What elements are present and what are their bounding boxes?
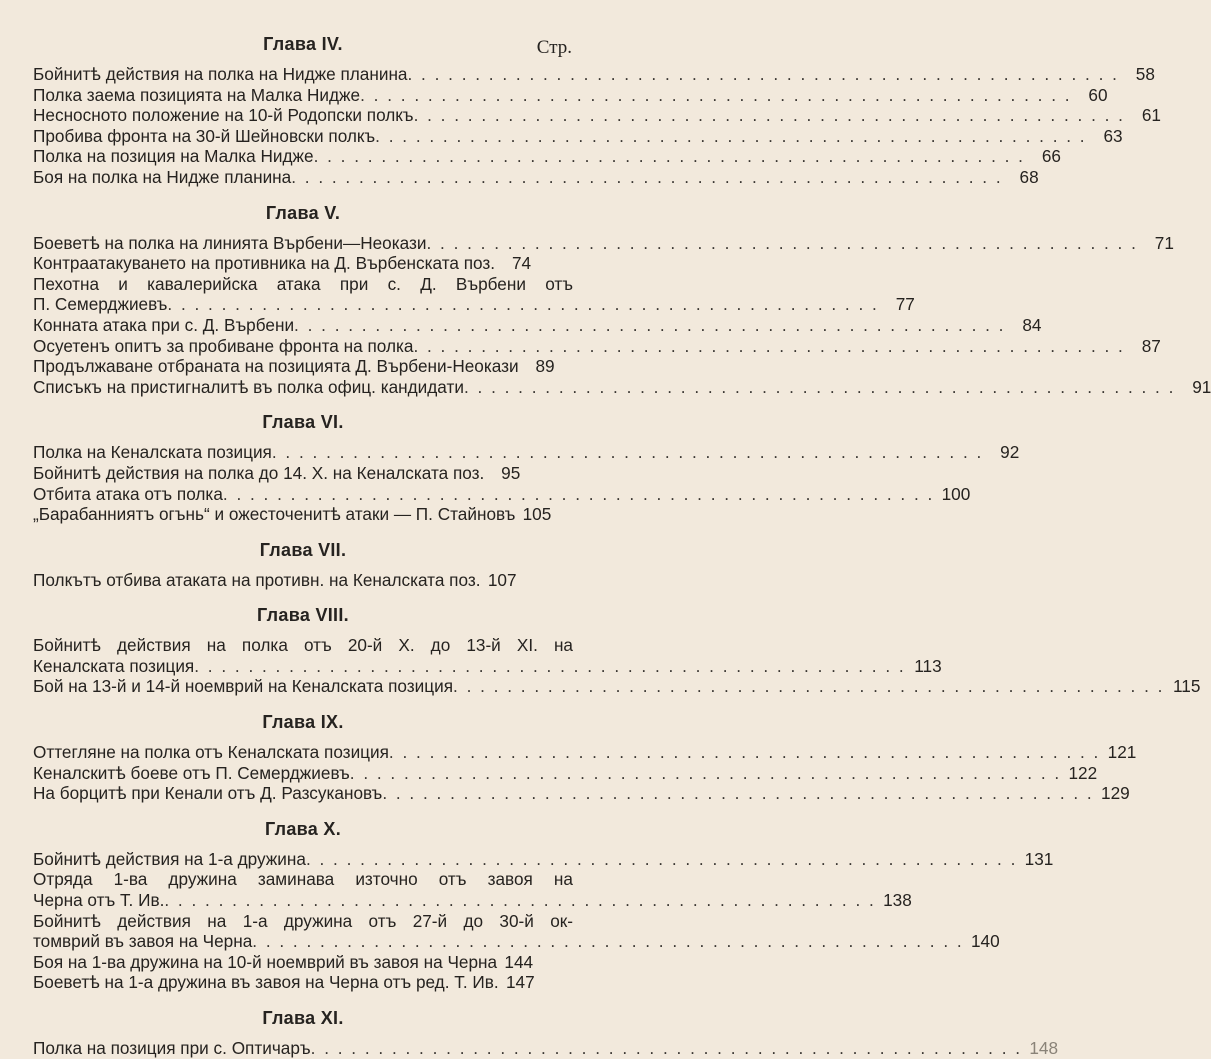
entry-page: 115 — [1173, 676, 1201, 697]
entry-page: 71 — [1154, 232, 1174, 253]
entry-title: Боя на 1-ва дружина на 10-й ноемврий въ завоя на Черна — [33, 951, 498, 972]
chapter-title: Глава X. — [265, 818, 341, 839]
entry-title: Боеветѣ на 1-а дружина въ завоя на Черна отъ ред. Т. Ив. — [33, 972, 499, 993]
toc-entry — [33, 232, 1174, 254]
dot-leader — [464, 377, 1175, 398]
entry-title: Конната атака при с. Д. Върбени — [33, 314, 295, 335]
page-column-header: Стр. — [536, 37, 572, 58]
entry-title: Боеветѣ на полка на линията Върбени—Неокази — [33, 232, 427, 253]
toc-entry — [33, 146, 1061, 167]
entry-page: 105 — [522, 504, 552, 525]
entry-page: 60 — [1088, 84, 1108, 105]
chapter-title: Глава VI. — [262, 412, 344, 433]
dot-leader — [291, 167, 1002, 188]
entry-title: Пробива фронта на 30-й Шейновски полкъ — [33, 125, 376, 146]
entry-page: 147 — [505, 972, 535, 993]
entry-title: томврий въ завоя на Черна — [33, 931, 253, 952]
entry-page: 63 — [1103, 125, 1123, 146]
toc-entry — [33, 869, 912, 911]
dot-leader — [360, 85, 1071, 106]
entry-title-line1: Бойнитѣ действия на полка отъ 20-й Х. до 13-й XI. на — [33, 635, 573, 656]
dot-leader — [223, 484, 934, 505]
entry-page: 87 — [1141, 335, 1161, 356]
dot-leader — [414, 105, 1125, 126]
dot-leader — [272, 442, 983, 463]
chapter-entries — [33, 442, 1020, 525]
dot-leader — [167, 294, 878, 315]
entry-page: 100 — [941, 483, 971, 504]
dot-leader — [382, 783, 1093, 804]
entry-title: Кеналската позиция — [33, 655, 195, 676]
entry-page: 95 — [501, 462, 521, 483]
entry-page: 58 — [1135, 64, 1155, 84]
toc-entry — [33, 635, 942, 676]
toc-entry — [33, 504, 573, 525]
entry-title: Бойнитѣ действия на полка до 14. Х. на Кеналската поз. — [33, 462, 485, 483]
entry-title: П. Семерджиевъ — [33, 294, 168, 315]
toc-entry — [33, 910, 1000, 952]
entry-title: На борцитѣ при Кенали отъ Д. Разсукановъ — [33, 783, 383, 804]
entry-page: 107 — [487, 569, 517, 590]
toc-entry — [33, 105, 1161, 126]
dot-leader — [413, 336, 1124, 357]
entry-page: 84 — [1022, 314, 1042, 335]
toc-entry — [33, 125, 1123, 147]
entry-page: 140 — [971, 931, 1000, 952]
entry-title: Полка на позиция на Малка Нидже — [33, 146, 314, 167]
entry-title: Бойнитѣ действия на 1-а дружина — [33, 848, 306, 869]
chapter-entries — [33, 848, 1054, 993]
toc-entry — [33, 783, 1130, 804]
toc-entry — [33, 972, 573, 993]
dot-leader — [375, 126, 1086, 147]
toc-entry — [33, 442, 1020, 463]
chapter-entries — [33, 232, 1211, 398]
entry-page: 89 — [535, 356, 555, 377]
entry-title: Продължаване отбраната на позицията Д. Върбени-Неокази — [33, 356, 519, 377]
chapter-entries — [33, 570, 573, 591]
entry-page: 148 — [1029, 1038, 1059, 1058]
entry-page: 113 — [914, 655, 942, 676]
dot-leader — [408, 64, 1119, 85]
entry-title-line1: Пехотна и кавалерийска атака при с. Д. Върбени отъ — [33, 273, 573, 294]
entry-title: Полка заема позицията на Малка Нидже — [33, 84, 361, 105]
toc-entry — [33, 253, 573, 274]
entry-page: 66 — [1041, 146, 1061, 167]
entry-page: 77 — [895, 294, 915, 315]
entry-page: 92 — [1000, 442, 1020, 463]
entry-page: 129 — [1101, 783, 1130, 804]
chapter-entries — [33, 742, 1137, 804]
entry-title: Оттегляне на полка отъ Кеналската позиция — [33, 742, 389, 763]
entry-title: Несносното положение на 10-й Родопски полкъ — [33, 105, 414, 126]
chapter-title: Глава V. — [265, 202, 341, 223]
entry-title: Отбита атака отъ полка — [33, 483, 223, 504]
entry-page: 91 — [1192, 376, 1211, 397]
chapter-title: Глава VII. — [259, 539, 347, 560]
entry-title: Черна отъ Т. Ив. — [33, 890, 165, 911]
toc-entry — [33, 676, 1201, 697]
toc-entry — [33, 166, 1039, 188]
toc-entry — [33, 314, 1042, 336]
toc-entry — [33, 848, 1054, 870]
chapter-entries — [33, 64, 1161, 188]
toc-entry — [33, 762, 1098, 784]
toc-sections — [33, 34, 1211, 1059]
toc-entry — [33, 463, 573, 484]
chapter-entries — [33, 1038, 1059, 1059]
chapter-title: Глава XI. — [262, 1008, 344, 1028]
dot-leader — [453, 676, 1164, 697]
entry-page: 68 — [1019, 166, 1039, 187]
dot-leader — [164, 890, 875, 911]
entry-title-line1: Отряда 1-ва дружина заминава източно отъ завоя на — [33, 869, 573, 890]
toc-entry — [33, 1038, 1059, 1059]
entry-page: 122 — [1068, 762, 1098, 783]
entry-title: Списъкъ на пристигналитѣ въ полка офиц. кандидати — [33, 376, 464, 397]
dot-leader — [306, 849, 1017, 870]
toc-entry — [33, 742, 1137, 763]
dot-leader — [426, 233, 1137, 254]
entry-title: Контраатакуването на противника на Д. Върбенската поз. — [33, 253, 496, 274]
toc-entry — [33, 952, 573, 973]
entry-title: Бой на 13-й и 14-й ноемврий на Кеналската позиция — [33, 676, 454, 697]
dot-leader — [389, 742, 1100, 763]
chapter-title: Глава IX. — [262, 712, 344, 733]
dot-leader — [311, 1038, 1022, 1059]
entry-title: Осуетенъ опитъ за пробиване фронта на полка — [33, 335, 414, 356]
chapter-entries — [33, 635, 1201, 697]
entry-title: Полкътъ отбива атаката на противн. на Кеналската поз. — [33, 569, 481, 590]
toc-entry — [33, 64, 1155, 85]
entry-page: 144 — [504, 951, 534, 972]
entry-page: 74 — [511, 253, 532, 274]
chapter-title: Глава IV. — [263, 34, 343, 54]
entry-page: 131 — [1024, 848, 1054, 869]
entry-title: Бойнитѣ действия на полка на Нидже планина — [33, 64, 408, 84]
entry-title-line1: Бойнитѣ действия на 1-а дружина отъ 27-й до 30-й ок- — [33, 910, 573, 931]
toc-entry — [33, 376, 1211, 398]
entry-page: 138 — [883, 890, 912, 911]
chapter-title: Глава VIII. — [257, 605, 349, 626]
toc-entry — [33, 570, 573, 591]
toc-entry — [33, 483, 971, 505]
dot-leader — [350, 763, 1061, 784]
toc-entry — [33, 356, 573, 377]
entry-page: 121 — [1107, 742, 1137, 763]
entry-title: „Барабанниятъ огънь“ и ожесточенитѣ атаки — П. Стайновъ — [33, 504, 516, 525]
dot-leader — [194, 656, 905, 677]
toc-entry — [33, 335, 1161, 357]
entry-title: Боя на полка на Нидже планина — [33, 166, 292, 187]
dot-leader — [294, 315, 1005, 336]
toc-entry — [33, 84, 1108, 106]
entry-page: 61 — [1141, 105, 1161, 126]
entry-title: Полка на позиция при с. Оптичаръ — [33, 1038, 311, 1058]
dot-leader — [314, 146, 1025, 167]
toc-entry — [33, 273, 915, 315]
entry-title: Кеналскитѣ боеве отъ П. Семерджиевъ — [33, 762, 350, 783]
dot-leader — [252, 931, 963, 952]
entry-title: Полка на Кеналската позиция — [33, 442, 272, 463]
